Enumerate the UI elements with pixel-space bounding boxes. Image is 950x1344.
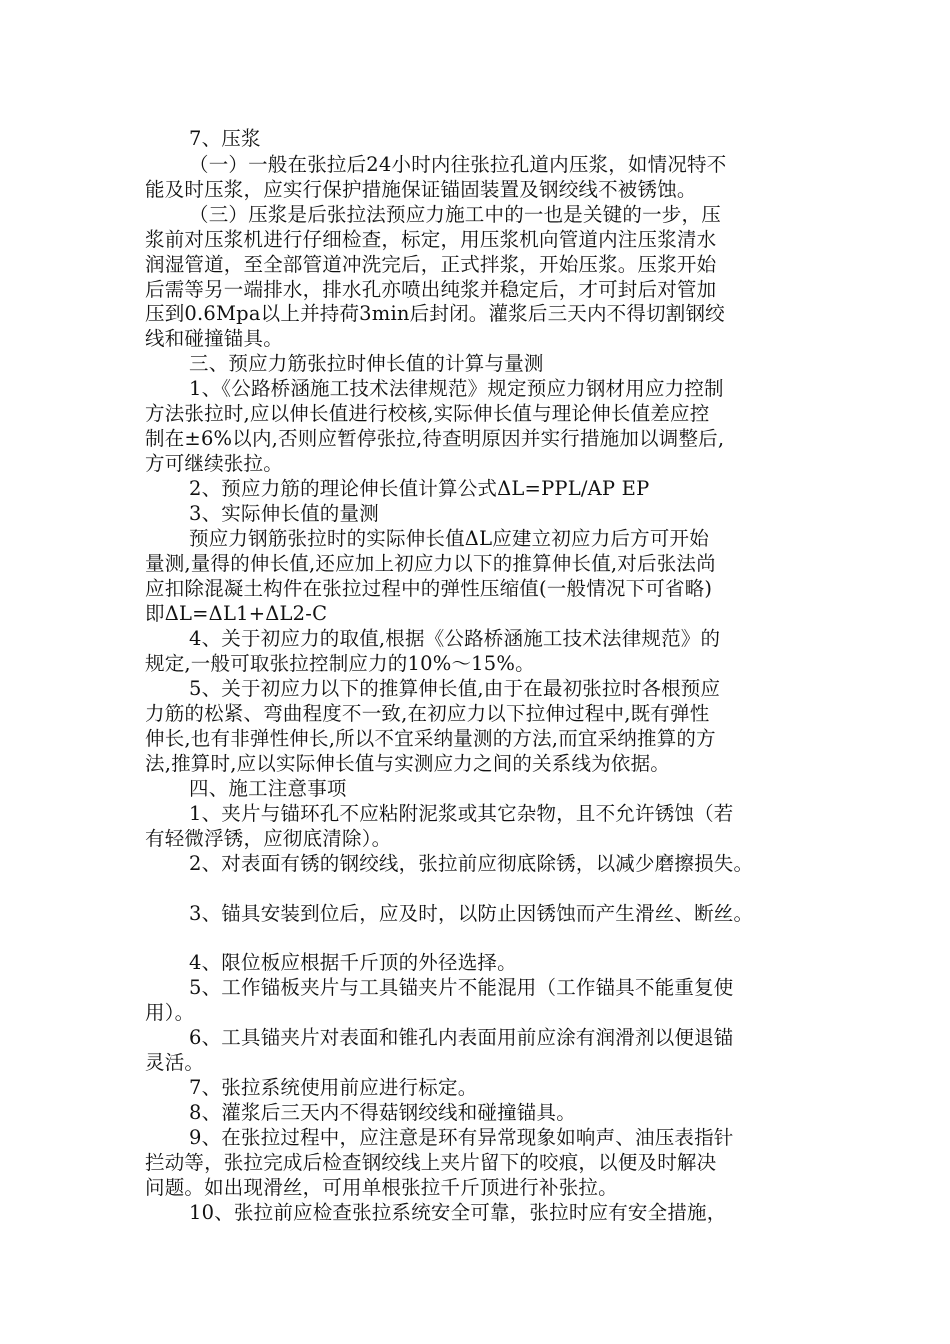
paragraph-line: 应扣除混凝土构件在张拉过程中的弹性压缩值(一般情况下可省略) xyxy=(145,577,713,600)
paragraph-line: 后需等另一端排水，排水孔亦喷出纯浆并稳定后，才可封后对管加 xyxy=(145,278,717,301)
paragraph-line: 拦动等，张拉完成后检查钢绞线上夹片留下的咬痕，以便及时解决 xyxy=(145,1151,717,1174)
paragraph-line: 能及时压浆，应实行保护措施保证锚固装置及钢绞线不被锈蚀。 xyxy=(145,178,697,201)
paragraph-line: 5、关于初应力以下的推算伸长值,由于在最初张拉时各根预应 xyxy=(189,677,721,700)
paragraph-line: 方可继续张拉。 xyxy=(145,452,283,475)
paragraph-line: 3、锚具安装到位后，应及时，以防止因锈蚀而产生滑丝、断丝。 xyxy=(189,902,754,925)
paragraph-line: 10、张拉前应检查张拉系统安全可靠，张拉时应有安全措施， xyxy=(189,1201,727,1224)
paragraph-line: 方法张拉时,应以伸长值进行校核,实际伸长值与理论伸长值差应控 xyxy=(145,402,710,425)
paragraph-line: 2、预应力筋的理论伸长值计算公式ΔL=PPL/AP EP xyxy=(189,477,650,500)
paragraph-line: 6、工具锚夹片对表面和锥孔内表面用前应涂有润滑剂以便退锚 xyxy=(189,1026,734,1049)
paragraph-line: 线和碰撞锚具。 xyxy=(145,327,283,350)
paragraph-line: 灵活。 xyxy=(145,1051,205,1074)
paragraph-line: 5、工作锚板夹片与工具锚夹片不能混用（工作锚具不能重复使 xyxy=(189,976,734,999)
paragraph-line: 润湿管道，至全部管道冲洗完后，正式拌浆，开始压浆。压浆开始 xyxy=(145,253,717,276)
formula-line: 即ΔL=ΔL1+ΔL2-C xyxy=(145,602,328,625)
paragraph-line: （三）压浆是后张拉法预应力施工中的一也是关键的一步，压 xyxy=(189,203,721,226)
paragraph-line: 4、限位板应根据千斤顶的外径选择。 xyxy=(189,951,517,974)
paragraph-line: 量测,量得的伸长值,还应加上初应力以下的推算伸长值,对后张法尚 xyxy=(145,552,716,575)
paragraph-line: 1、《公路桥涵施工技术法律规范》规定预应力钢材用应力控制 xyxy=(189,377,724,400)
section-heading-grouting: 7、压浆 xyxy=(189,127,261,150)
paragraph-line: 9、在张拉过程中，应注意是环有异常现象如响声、油压表指针 xyxy=(189,1126,734,1149)
paragraph-line: 2、对表面有锈的钢绞线，张拉前应彻底除锈，以减少磨擦损失。 xyxy=(189,852,754,875)
paragraph-line: 1、夹片与锚环孔不应粘附泥浆或其它杂物，且不允许锈蚀（若 xyxy=(189,802,734,825)
paragraph-line: 4、关于初应力的取值,根据《公路桥涵施工技术法律规范》的 xyxy=(189,627,721,650)
section-heading-elongation: 三、预应力筋张拉时伸长值的计算与量测 xyxy=(189,352,544,375)
paragraph-line: 预应力钢筋张拉时的实际伸长值ΔL应建立初应力后方可开始 xyxy=(189,527,709,550)
paragraph-line: （一）一般在张拉后24小时内往张拉孔道内压浆，如情况特不 xyxy=(189,153,727,176)
paragraph-line: 压到0.6Mpa以上并持荷3min后封闭。灌浆后三天内不得切割钢绞 xyxy=(145,302,725,325)
paragraph-line: 3、实际伸长值的量测 xyxy=(189,502,379,525)
paragraph-line: 制在±6%以内,否则应暂停张拉,待查明原因并实行措施加以调整后, xyxy=(145,427,725,450)
paragraph-line: 有轻微浮锈，应彻底清除）。 xyxy=(145,827,392,850)
paragraph-line: 伸长,也有非弹性伸长,所以不宜采纳量测的方法,而宜采纳推算的方 xyxy=(145,727,716,750)
paragraph-line: 力筋的松紧、弯曲程度不一致,在初应力以下拉伸过程中,既有弹性 xyxy=(145,702,710,725)
section-heading-precautions: 四、施工注意事项 xyxy=(189,777,347,800)
paragraph-line: 浆前对压浆机进行仔细检查，标定，用压浆机向管道内注压浆清水 xyxy=(145,228,717,251)
paragraph-line: 用）。 xyxy=(145,1001,195,1024)
paragraph-line: 8、灌浆后三天内不得菇钢绞线和碰撞锚具。 xyxy=(189,1101,576,1124)
paragraph-line: 7、张拉系统使用前应进行标定。 xyxy=(189,1076,478,1099)
paragraph-line: 问题。如出现滑丝，可用单根张拉千斤顶进行补张拉。 xyxy=(145,1176,618,1199)
paragraph-line: 法,推算时,应以实际伸长值与实测应力之间的关系线为依据。 xyxy=(145,752,670,775)
paragraph-line: 规定,一般可取张拉控制应力的10%～15%。 xyxy=(145,652,535,675)
